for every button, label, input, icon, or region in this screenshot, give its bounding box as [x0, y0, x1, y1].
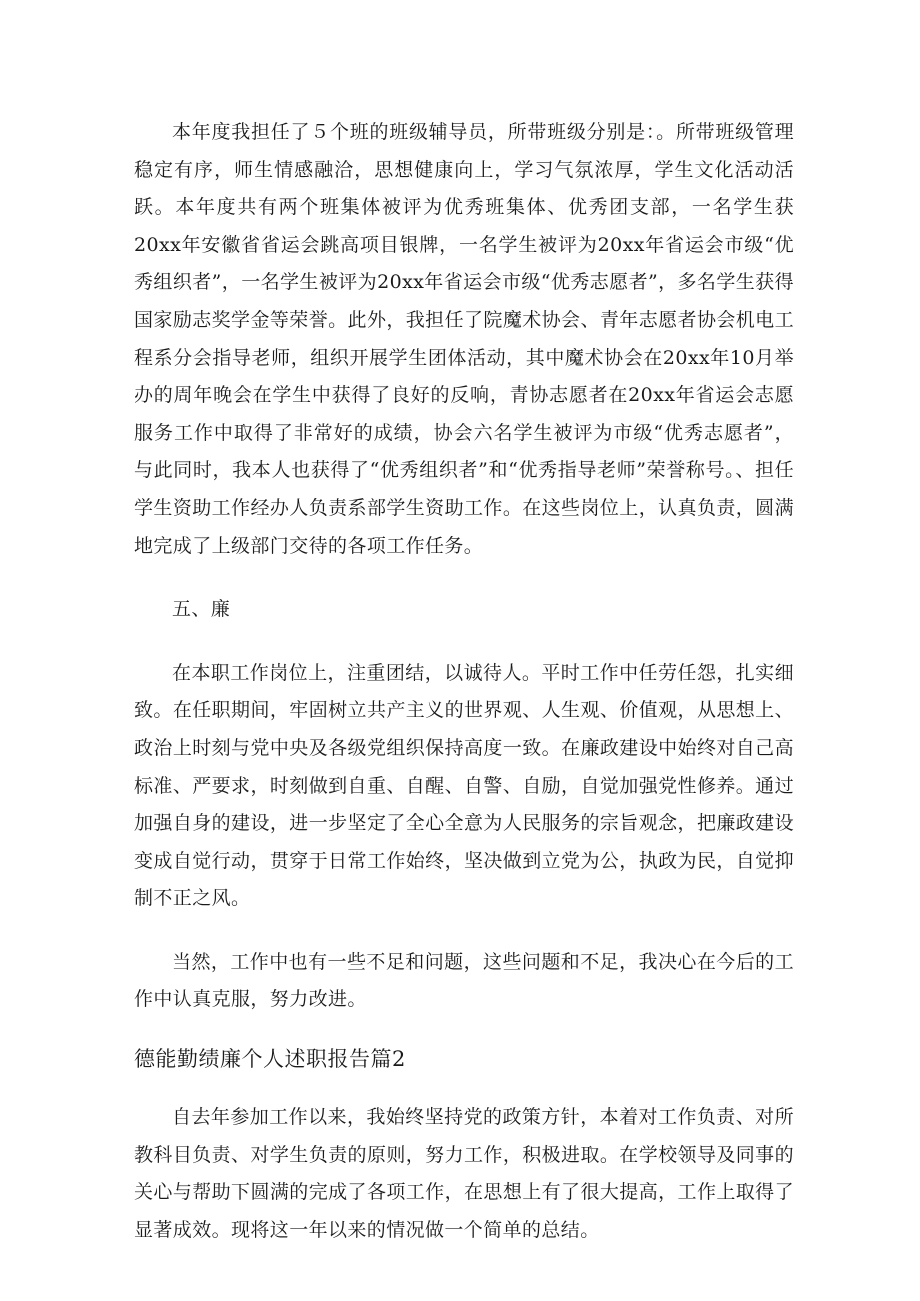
heading-integrity: 五、廉 [172, 598, 231, 621]
section-title: 德能勤绩廉个人述职报告篇2 [134, 1047, 406, 1072]
paragraph-report-intro: 自去年参加工作以来，我始终坚持党的政策方针，本着对工作负责、对所教科目负责、对学生负责的原则，努力工作，积极进取。在学校领导及同事的关心与帮助下圆满的完成了各项工作，在思想上有了很大提高，工作上取得了显著成效。现将这一年以来的情况做一个简单的总结。 [134, 1106, 794, 1241]
document-body [134, 114, 794, 1249]
paragraph-shortcomings: 当然，工作中也有一些不足和问题，这些问题和不足，我决心在今后的工作中认真克服，努力改进。 [134, 950, 794, 1011]
paragraph-counselor-work: 本年度我担任了５个班的班级辅导员，所带班级分别是：。所带班级管理稳定有序，师生情感融洽，思想健康向上，学习气氛浓厚，学生文化活动活跃。本年度共有两个班集体被评为优秀班集体、优秀团支部，一名学生获20xx年安徽省省运会跳高项目银牌，一名学生被评为20xx年省运会市级“优秀组织者”，一名学生被评为20xx年省运会市级“优秀志愿者”，多名学生获得国家励志奖学金等荣誉。此外，我担任了院魔术协会、青年志愿者协会机电工程系分会指导老师，组织开展学生团体活动，其中魔术协会在20xx年10月举办的周年晚会在学生中获得了良好的反响，青协志愿者在20xx年省运会志愿服务工作中取得了非常好的成绩，协会六名学生被评为市级“优秀志愿者”，与此同时，我本人也获得了“优秀组织者”和“优秀指导老师”荣誉称号。、担任学生资助工作经办人负责系部学生资助工作。在这些岗位上，认真负责，圆满地完成了上级部门交待的各项工作任务。 [134, 121, 794, 557]
paragraph-integrity: 在本职工作岗位上，注重团结，以诚待人。平时工作中任劳任怨，扎实细致。在任职期间，牢固树立共产主义的世界观、人生观、价值观，从思想上、政治上时刻与党中央及各级党组织保持高度一致。在廉政建设中始终对自己高标准、严要求，时刻做到自重、自醒、自警、自励，自觉加强党性修养。通过加强自身的建设，进一步坚定了全心全意为人民服务的宗旨观念，把廉政建设变成自觉行动，贯穿于日常工作始终，坚决做到立党为公，执政为民，自觉抑制不正之风。 [134, 661, 794, 910]
